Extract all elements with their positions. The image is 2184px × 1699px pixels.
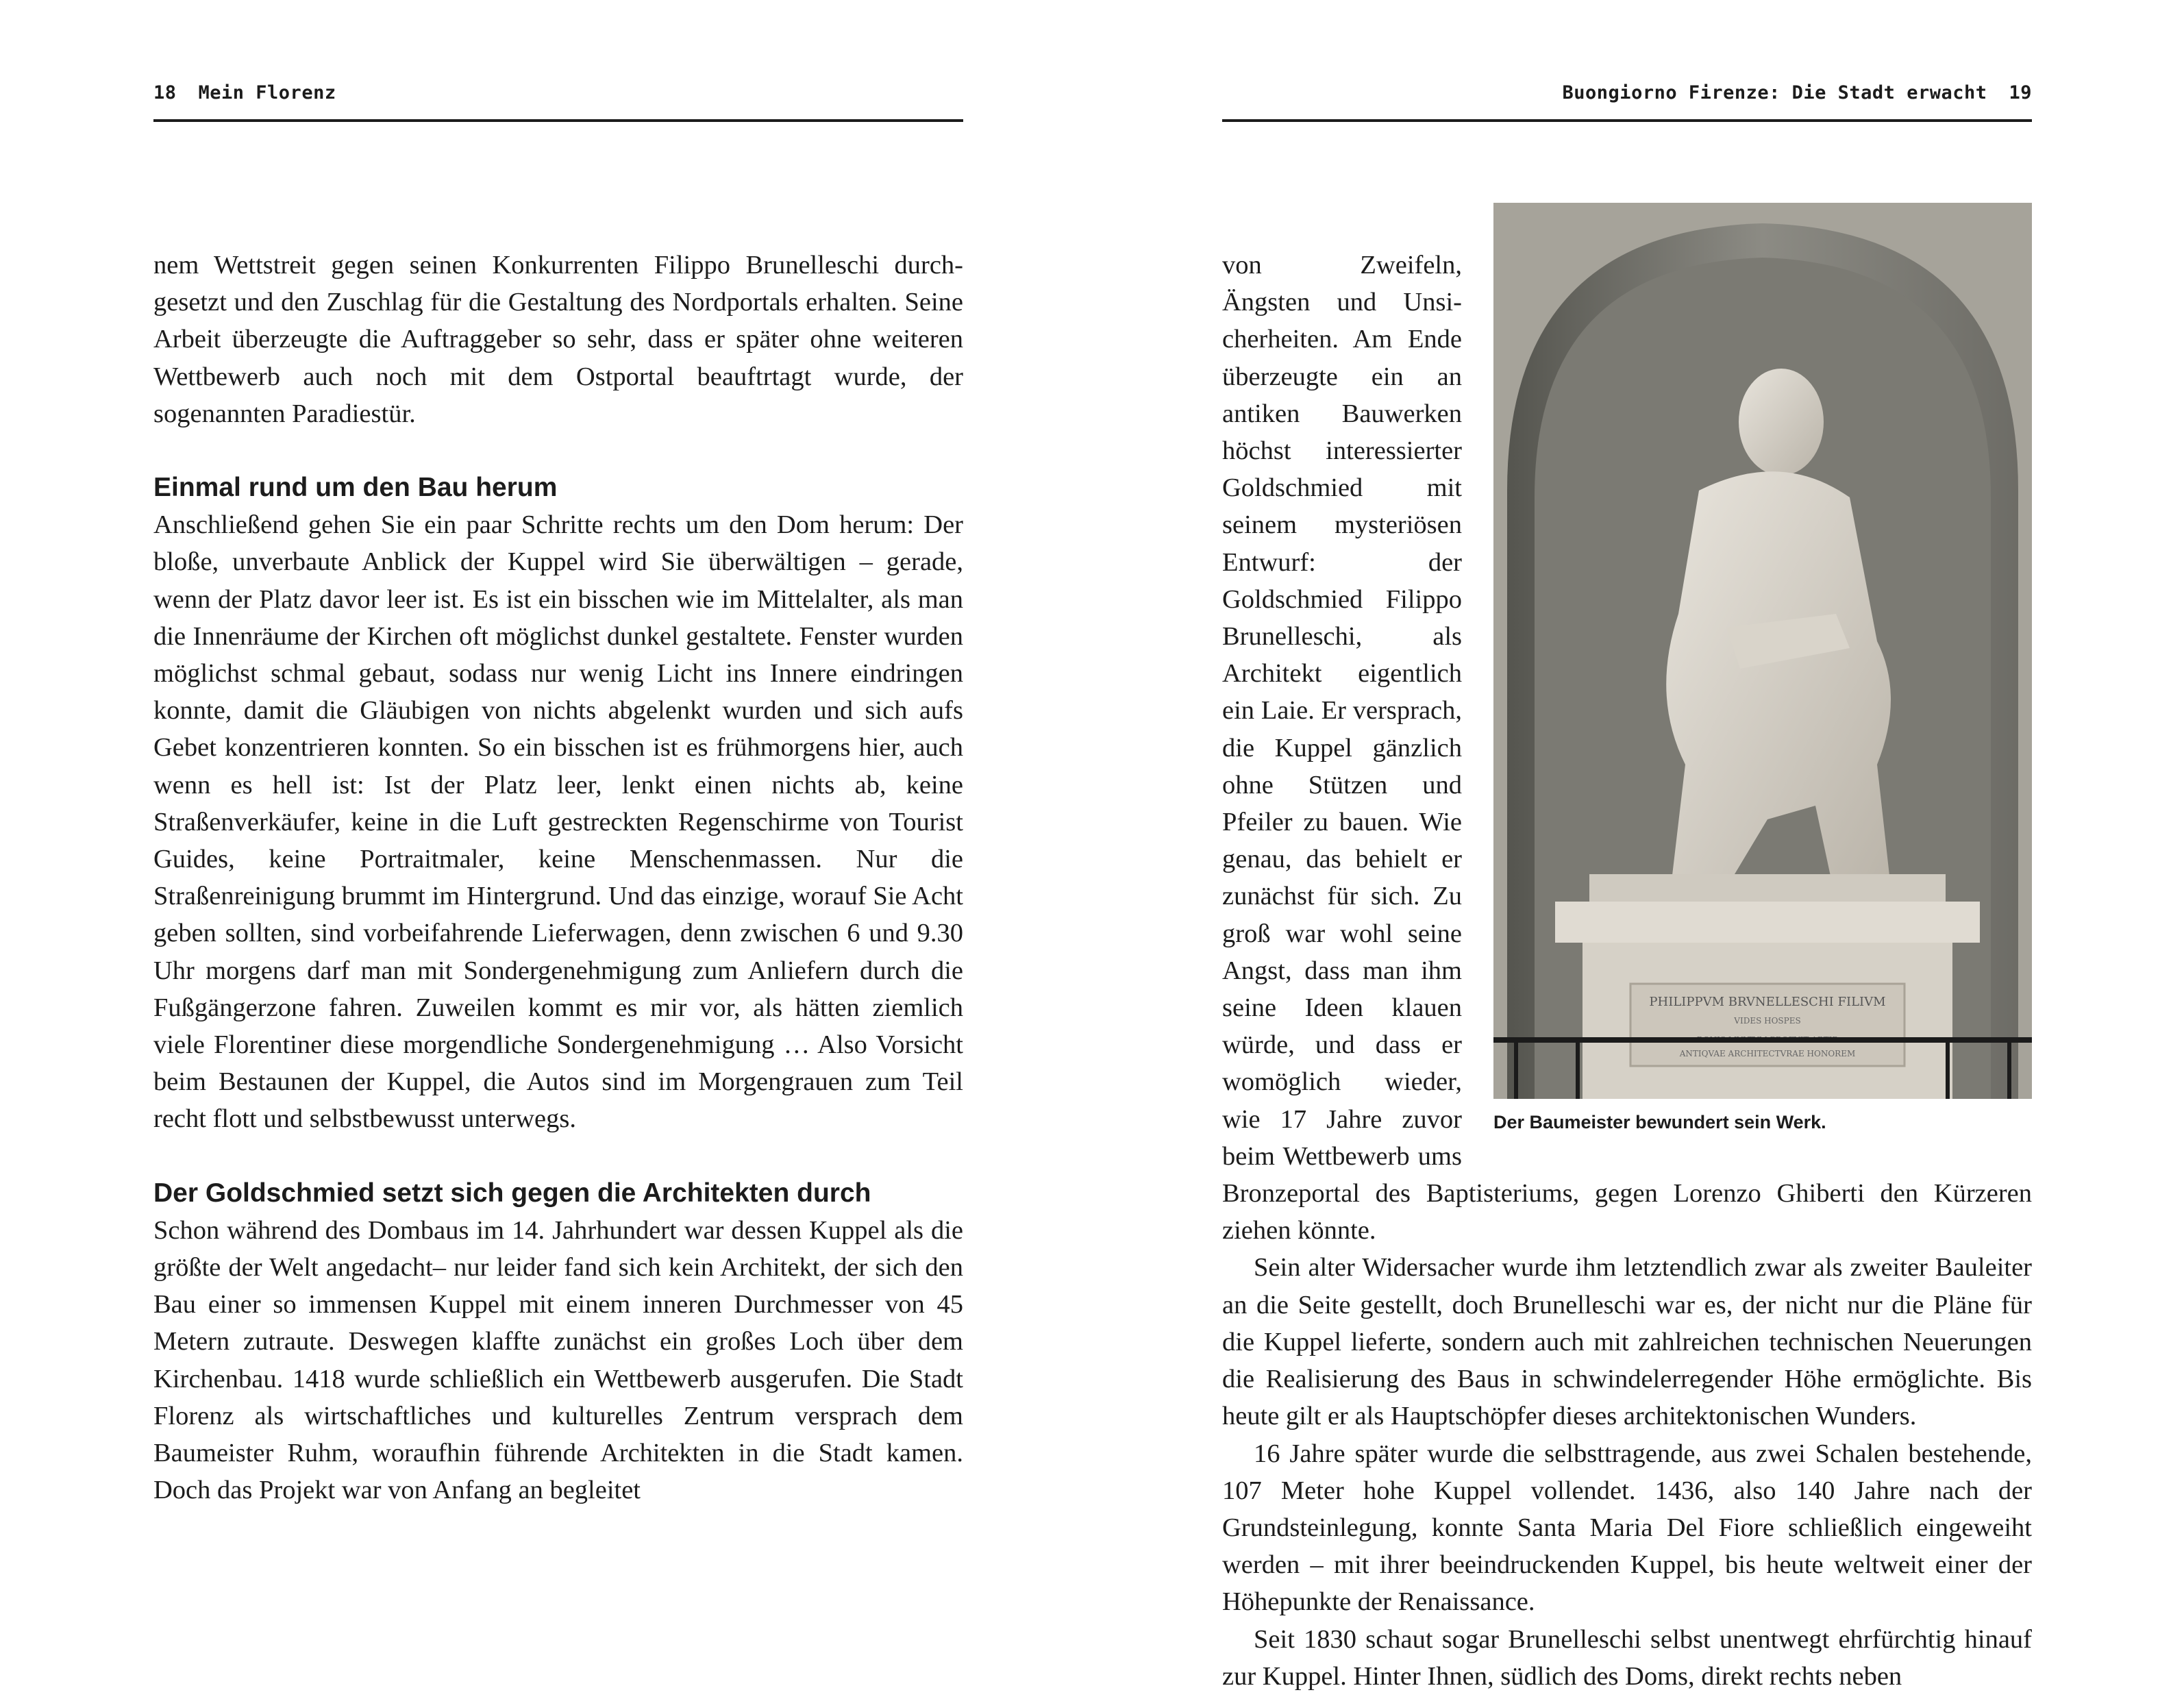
- paragraph: Sein alter Widersacher wurde ihm letztendlich zwar als zweiter Bauleiter an die Seite gestellt, doch Brunelleschi war es, der nicht nur die Pläne für die Kuppel lieferte, sondern auch mit zahlreichen technischen Neuerungen die Realisierung des Baus in schwindelerregender Höhe ermöglichte. Bis heute gilt er als Hauptschöpfer dieses architektonischen Wunders.: [1222, 1253, 2032, 1431]
- inscription-line: ANTIQVAE ARCHITECTVRAE HONOREM: [1679, 1049, 1856, 1058]
- paragraph: Seit 1830 schaut sogar Brunelleschi selbst unentwegt ehrfürchtig hinauf zur Kuppel. Hinter Ihnen, südlich des Doms, direkt rechts neben: [1222, 1624, 2032, 1691]
- figure-caption: Der Baumeister bewundert sein Werk.: [1493, 1112, 1826, 1132]
- right-body-text: [1222, 247, 2032, 1695]
- statue-illustration: [1493, 203, 2032, 1099]
- paragraph: Schon während des Dombaus im 14. Jahrhundert war dessen Kuppel als die größte der Welt angedacht– nur leider fand sich kein Architekt, der sich den Bau einer so immensen Kuppel mit einem inneren Durchmesser von 45 Metern zutraute. Deswegen klaffte zunächst ein großes Loch über dem Kirchenbau. 1418 wurde schließlich ein Wettbewerb ausgerufen. Die Stadt Florenz als wirtschaftliches und kulturelles Zentrum versprach dem Baumeister Ruhm, woraufhin führende Architekten in die Stadt kamen. Doch das Projekt war von Anfang an begleitet: [153, 1215, 963, 1505]
- pedestal-cornice: [1555, 902, 1980, 943]
- right-page: [1092, 0, 2184, 1699]
- section-heading: Der Goldschmied setzt sich gegen die Architekten durch: [153, 1178, 871, 1208]
- figure: [1493, 203, 2032, 1136]
- section-heading: Einmal rund um den Bau herum: [153, 473, 558, 503]
- inscription-line: PHILIPPVM BRVNELLESCHI FILIVM: [1649, 995, 1886, 1009]
- paragraph: von Zweifeln, Ängsten und Unsicherheiten. Am Ende überzeugte ein an antiken Bauwerken höchst interessierter Goldschmied mit seinem mysteriösen Entwurf: der Goldschmied Filippo Brunelleschi, als Architekt eigentlich ein Laie. Er versprach, die Kuppel gänzlich ohne Stützen und Pfeiler zu bauen. Wie genau, das behielt er zunächst für sich. Zu groß war wohl seine Angst, dass man ihm seine Ideen klauen würde, und dass er womöglich wieder, wie 17 Jahre zuvor beim Wettbewerb ums Bronzeportal des Baptisteriums, gegen Lorenzo Ghiberti den Kürzeren ziehen könnte.: [1222, 251, 2032, 1245]
- running-head-left: [153, 82, 963, 122]
- running-title-left: Mein Florenz: [198, 82, 336, 103]
- paragraph: 16 Jahre später wurde die selbsttragende, aus zwei Schalen bestehende, 107 Meter hohe Kuppel vollendet. 1436, also 140 Jahre nach der Grundsteinlegung, konnte Santa Maria Del Fiore schließlich eingeweiht werden – mit ihrer beeindruckenden Kuppel, bis heute weltweit einer der Höhepunkte der Renaissance.: [1222, 1439, 2032, 1617]
- statue-head: [1739, 369, 1824, 475]
- railing-bar: [1493, 1037, 2032, 1043]
- running-head-right: [1222, 82, 2032, 122]
- pedestal-cap: [1589, 874, 1946, 902]
- page-number-right: 19: [2009, 82, 2032, 103]
- page-number-left: 18: [153, 82, 177, 103]
- inscription-line: VIDES HOSPES: [1734, 1016, 1801, 1026]
- paragraph: Anschließend gehen Sie ein paar Schritte rechts um den Dom herum: Der bloße, unverbaute Anblick der Kuppel wird Sie überwältigen – gerade, wenn der Platz davor leer ist. Es ist ein bisschen wie im Mittelalter, als man die Innenräume der Kirchen oft möglichst dunkel gestaltete. Fenster wurden möglichst schmal gebaut, sodass nur wenig Licht ins Innere eindringen konnte, damit die Gläubigen von nichts abgelenkt wurden und sich aufs Gebet konzentrieren konnten. So ein bisschen ist es frühmorgens hier, auch wenn es hell ist: Ist der Platz leer, lenkt einen nichts ab, keine Straßenverkäufer, keine in die Luft gestreckten Regenschirme von Tourist Guides, keine Portraitmaler, keine Menschenmassen. Nur die Straßenreinigung brummt im Hintergrund. Und das einzige, worauf Sie Acht geben sollten, sind vorbeifahrende Lieferwagen, denn zwischen 6 und 9.30 Uhr morgens darf man mit Sondergenehmigung zum Anliefern durch die Fußgängerzone fahren. Zuweilen kommt es mir vor, als hätten ziemlich viele Florentiner diese morgendliche Sondergenehmigung … Also Vorsicht beim Bestaunen der Kuppel, die Autos sind im Morgengrauen zum Teil recht flott und selbstbewusst unterwegs.: [153, 510, 963, 1134]
- paragraph: nem Wettstreit gegen seinen Konkurrenten Filippo Brunelleschi durchgesetzt und den Zuschlag für die Gestaltung des Nordportals erhalten. Seine Arbeit überzeugte die Auftraggeber so sehr, dass er später ohne weiteren Wettbewerb auch noch mit dem Ostportal beauftrtagt wurde, der sogenannten Paradiestür.: [153, 251, 963, 428]
- statue-photo: [1493, 203, 2032, 1099]
- running-title-right: Buongiorno Firenze: Die Stadt erwacht: [1562, 82, 1987, 103]
- left-body-text: [153, 247, 963, 1509]
